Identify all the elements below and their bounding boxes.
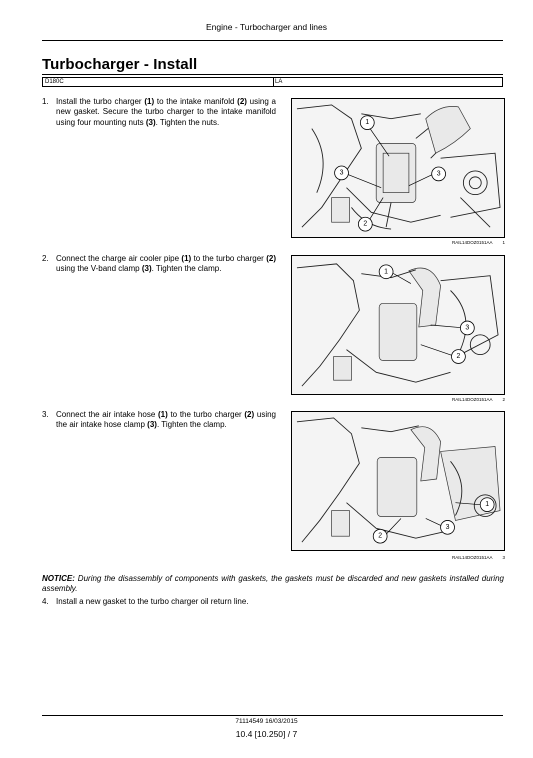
figure-3-engine-photo (291, 411, 505, 551)
svg-text:3: 3 (436, 170, 441, 178)
region-cell: LA (275, 79, 283, 85)
figure-2-engine-photo (291, 255, 505, 395)
document-id: 71114549 16/03/2015 (235, 718, 298, 725)
callout-2 (358, 217, 372, 231)
callout-2 (451, 350, 465, 364)
step-3 (42, 410, 276, 431)
svg-text:2: 2 (378, 532, 383, 540)
title-rule (42, 74, 503, 75)
svg-text:1: 1 (384, 268, 389, 276)
step-text: Connect the charge air cooler pipe (1) to the turbo charger (2) using the V-band clamp (3). Tighten the clamp. (56, 254, 276, 274)
callout-1 (360, 116, 374, 130)
figure-ref: RAIL14DOZ0151AA (451, 240, 493, 245)
figure-number: 3 (502, 555, 505, 560)
page-title: Turbocharger - Install (42, 56, 198, 73)
figure-3-caption (291, 555, 505, 560)
notice-label: NOTICE: (42, 574, 75, 583)
notice-text: During the disassembly of components with gaskets, the gaskets must be discarded and new gaskets installed during assembly. (42, 574, 504, 594)
figure-1-engine-photo (291, 98, 505, 238)
step-number: 1. (42, 97, 49, 106)
step-text: Install the turbo charger (1) to the intake manifold (2) using a new gasket. Secure the turbo charger to the intake manifold using four mounting nuts (3). Tighten the nuts. (56, 97, 276, 127)
model-cell: D180C (45, 79, 64, 85)
callout-2 (373, 529, 387, 543)
step-number: 4. (42, 597, 49, 606)
step-number: 3. (42, 410, 49, 419)
svg-text:3: 3 (465, 324, 470, 332)
callout-1 (379, 265, 393, 279)
svg-text:2: 2 (456, 353, 461, 361)
step-4 (42, 597, 504, 607)
step-2 (42, 254, 276, 275)
figure-1-caption (291, 240, 505, 245)
svg-text:2: 2 (363, 220, 368, 228)
figure-2-caption (291, 397, 505, 402)
callout-3 (441, 520, 455, 534)
callout-3 (460, 321, 474, 335)
notice-box (42, 574, 504, 595)
step-text: Install a new gasket to the turbo charger oil return line. (56, 597, 249, 606)
figure-ref: RAIL14DOZ0151AA (451, 397, 493, 402)
step-text: Connect the air intake hose (1) to the turbo charger (2) using the air intake hose clamp (3). Tighten the clamp. (56, 410, 276, 430)
svg-text:3: 3 (445, 523, 450, 531)
callout-3-right (432, 167, 446, 181)
svg-text:1: 1 (365, 119, 370, 127)
header-rule (42, 40, 503, 41)
figure-number: 2 (502, 397, 505, 402)
applicability-table (42, 77, 503, 87)
step-number: 2. (42, 254, 49, 263)
figure-ref: RAIL14DOZ0151AA (451, 555, 493, 560)
callout-3-left (335, 166, 349, 180)
callout-1 (480, 498, 494, 512)
svg-text:3: 3 (339, 169, 344, 177)
page-header: Engine - Turbocharger and lines (206, 22, 327, 32)
cell-divider (273, 78, 274, 87)
page-number: 10.4 [10.250] / 7 (235, 729, 298, 739)
svg-text:1: 1 (485, 501, 490, 509)
footer-rule (42, 715, 503, 716)
figure-number: 1 (502, 240, 505, 245)
step-1 (42, 97, 276, 128)
